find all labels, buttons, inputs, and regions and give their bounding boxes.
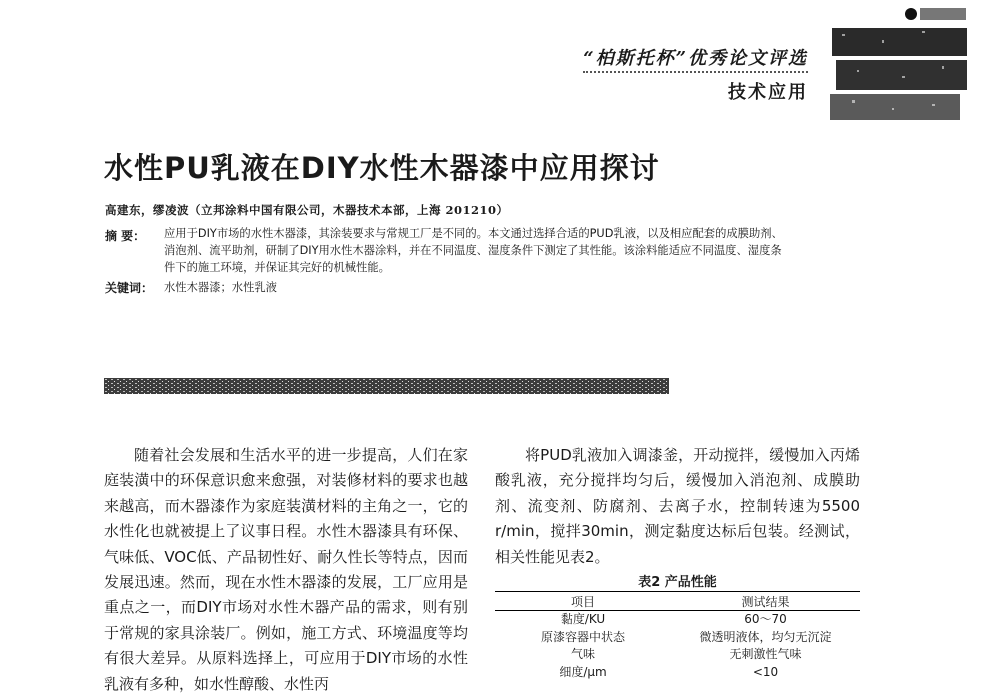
table-row (495, 646, 860, 664)
abstract-label: 摘 要： (105, 229, 146, 243)
table-header-result: 测试结果 (671, 592, 860, 611)
table-row (495, 664, 860, 682)
table-row (495, 611, 860, 629)
table-cell: 微透明液体，均匀无沉淀 (699, 629, 832, 644)
abstract-text: 应用于DIY市场的水性木器漆，其涂装要求与常规工厂是不同的。本文通过选择合适的PUD乳液，以及相应配套的成膜助剂、消泡剂、流平助剂，研制了DIY用水性木器涂料，并在不同温度、湿度条件下测定了其性能。该涂料能适应不同温度、湿度条件下的施工环境，并保证其完好的机械性能。 (164, 227, 783, 274)
section-label: 技术应用 (728, 82, 808, 103)
keywords-label: 关键词： (105, 281, 154, 295)
header-divider (583, 71, 808, 73)
table-caption: 表2 产品性能 (638, 575, 717, 590)
body-left-column: 随着社会发展和生活水平的进一步提高，人们在家庭装潢中的环保意识愈来愈强，对装修材料的要求也越来越高，而木器漆作为家庭装潢材料的主角之一，它的水性化也就被提上了议事日程。水性木器漆具有环保、气味低、VOC低、产品韧性好、耐久性长等特点，因而发展迅速。然而，现在水性木器漆的发展，工厂应用是重点之一，而DIY市场对水性木器产品的需求，则有别于常规的家具涂装厂。例如，施工方式、环境温度等均有很大差异。从原料选择上，可应用于DIY市场的水性乳液有多种，如水性醇酸、水性丙 (104, 446, 468, 693)
table-header-row (495, 592, 860, 611)
series-banner: “柏斯托杯”优秀论文评选 (583, 48, 808, 69)
keywords-text: 水性木器漆；水性乳液 (164, 281, 277, 294)
texture-separator (104, 378, 669, 394)
table-cell: 原漆容器中状态 (540, 629, 625, 644)
table-cell: 60～70 (744, 612, 787, 627)
table-cell: 细度/μm (559, 664, 607, 679)
table-cell: 气味 (570, 647, 595, 662)
body-right-column: 将PUD乳液加入调漆釜，开动搅拌，缓慢加入丙烯酸乳液，充分搅拌均匀后，缓慢加入消泡剂、成膜助剂、流变剂、防腐剂、去离子水，控制转速为5500 r/min，搅拌30min，测定黏度达标后包装。经测试，相关性能见表2。 (495, 446, 860, 566)
table-cell: 无刺激性气味 (729, 647, 802, 662)
table-cell: <10 (752, 664, 779, 679)
corner-decoration (822, 0, 970, 125)
article-title: 水性PU乳液在DIY水性木器漆中应用探讨 (104, 151, 660, 185)
product-properties-table (495, 591, 860, 681)
article-authors: 高建东，缪凌波（立邦涂料中国有限公司，木器技术本部，上海 201210） (105, 203, 509, 217)
table-header-item: 项目 (495, 592, 671, 611)
table-cell: 黏度/KU (560, 612, 606, 627)
table-row (495, 629, 860, 647)
